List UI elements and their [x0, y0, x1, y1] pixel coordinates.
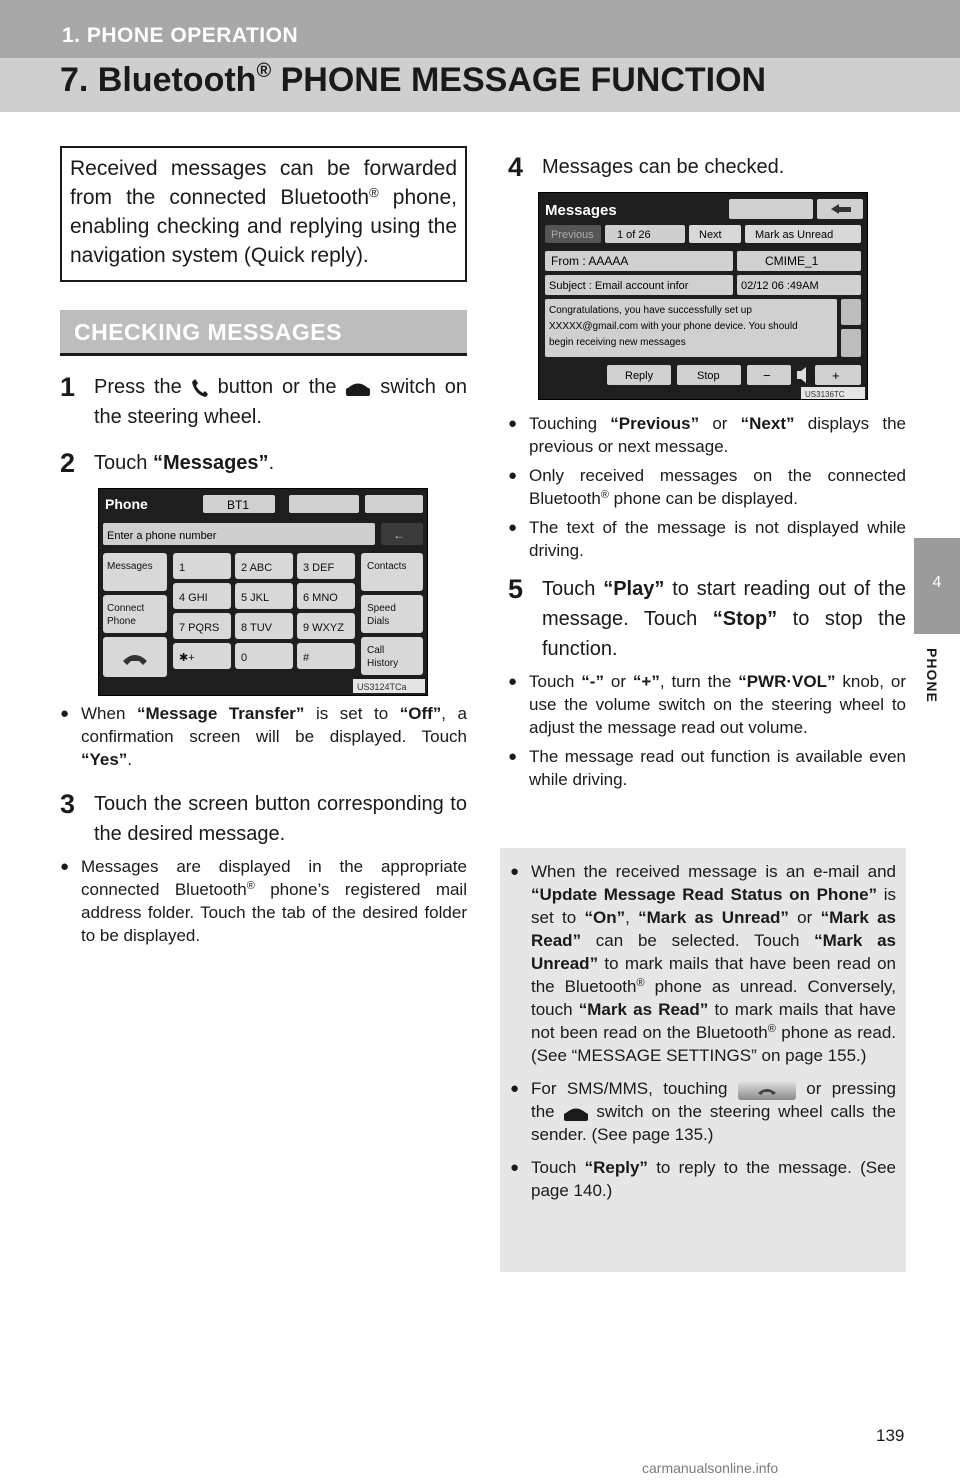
phone-left-button-label: Phone: [107, 616, 136, 627]
phone-right-button: [361, 553, 423, 591]
phone-number-placeholder: Enter a phone number: [107, 530, 217, 542]
step-5-notes: [508, 670, 906, 791]
step-1: 1 Press the button or the switch on the steering wheel.: [60, 372, 467, 428]
chapter-label: PHONE: [924, 648, 940, 703]
keypad-key-label: 6 MNO: [303, 592, 338, 604]
left-column: [60, 146, 467, 947]
messages-screen-title: Messages: [545, 202, 617, 219]
svg-text:+: +: [832, 368, 840, 383]
phone-left-button-label: Messages: [107, 561, 153, 572]
phone-left-button: [103, 553, 167, 591]
step-2-notes: [60, 702, 467, 771]
note-volume: ● Touch “-” or “+”, turn the “PWR·VOL” knob, or use the volume switch on the steering wheel to adjust the message read out volume.: [508, 672, 907, 737]
phone-left-button-label: Connect: [107, 603, 145, 614]
steering-phone-switch-icon: [563, 1104, 589, 1122]
message-body: Congratulations, you have successfully set up XXXXX@gmail.com with your phone device. You should begin receiving new messages: [549, 305, 798, 348]
phone-right-button: [361, 595, 423, 633]
keypad-key-label: 7 PQRS: [179, 622, 220, 634]
svg-text:Previous: Previous: [551, 229, 594, 241]
note-previous-next: ● Touching “Previous” or “Next” displays the previous or next message.: [508, 414, 907, 456]
phone-right-button-label: Dials: [367, 616, 390, 627]
chapter-number: 4: [932, 574, 942, 591]
step-4-notes: [508, 412, 906, 562]
messages-screen-image: [538, 192, 868, 400]
chapter-title: 1. PHONE OPERATION: [62, 24, 299, 47]
note-not-while-driving: ● The text of the message is not displayed while driving.: [508, 518, 906, 560]
keypad-key-label: 1: [179, 562, 186, 574]
footer-watermark: carmanualsonline.info: [642, 1460, 779, 1476]
phone-screen-title: Phone: [105, 496, 148, 512]
keypad-key-label: 0: [241, 652, 248, 664]
info-sms-call: ● For SMS/MMS, touching or pressing the switch on the steering wheel calls the sender. (See page 135.): [510, 1079, 896, 1144]
note-read-out-driving: ● The message read out function is available even while driving.: [508, 747, 906, 789]
phone-screen-device: BT1: [227, 498, 250, 512]
phone-right-button: [361, 637, 423, 675]
svg-text:Mark as Unread: Mark as Unread: [755, 229, 834, 241]
phone-screen-right-buttons: [361, 553, 423, 675]
note-folders: ● Messages are displayed in the appropriate connected Bluetooth® phone’s registered mail address folder. Touch the tab of the desired folder to be displayed.: [60, 857, 467, 945]
svg-text:02/12 06 :49AM: 02/12 06 :49AM: [741, 280, 819, 292]
svg-text:1 of 26: 1 of 26: [617, 229, 651, 241]
svg-text:From : AAAAA: From : AAAAA: [551, 254, 629, 268]
keypad-key-label: 9 WXYZ: [303, 622, 344, 634]
info-box: [500, 848, 906, 1272]
page-title: 7. Bluetooth® PHONE MESSAGE FUNCTION: [60, 60, 767, 99]
phone-right-button-label: Contacts: [367, 561, 407, 572]
svg-text:Stop: Stop: [697, 370, 720, 382]
phone-screen-drawing: [99, 489, 427, 695]
keypad-key-label: 8 TUV: [241, 622, 272, 634]
step-4: 4 Messages can be checked.: [508, 152, 785, 182]
svg-text:Next: Next: [699, 229, 722, 241]
svg-text:CMIME_1: CMIME_1: [765, 254, 819, 268]
keypad-key-label: 5 JKL: [241, 592, 270, 604]
right-column: [508, 146, 906, 791]
phone-screen-image: [98, 488, 428, 696]
keypad-key-label: 4 GHI: [179, 592, 208, 604]
phone-left-button: [103, 595, 167, 633]
messages-screen-code: US3136TC: [805, 390, 845, 399]
messages-screen-drawing: [539, 193, 867, 399]
step-5: 5 Touch “Play” to start reading out of the message. Touch “Stop” to stop the function.: [508, 574, 906, 660]
page-number: 139: [876, 1426, 905, 1445]
info-reply: ● Touch “Reply” to reply to the message. (See page 140.): [510, 1158, 896, 1200]
svg-text:Subject : Email account infor: Subject : Email account infor: [549, 280, 689, 292]
intro-box: Received messages can be forwarded from the connected Bluetooth® phone, enabling checking and replying using the navigation system (Quick reply).: [60, 146, 467, 282]
step-3: 3 Touch the screen button corresponding to the desired message.: [60, 789, 467, 845]
keypad-key-label: 3 DEF: [303, 562, 335, 574]
phone-call-icon: [191, 378, 209, 398]
call-back-button-icon: [738, 1080, 796, 1100]
svg-text:−: −: [763, 368, 771, 383]
phone-right-button-label: Speed: [367, 603, 396, 614]
phone-screen-code: US3124TCa: [357, 682, 407, 692]
phone-right-button-label: History: [367, 658, 399, 669]
keypad-key-label: 2 ABC: [241, 562, 273, 574]
step-3-notes: [60, 855, 467, 947]
section-heading: CHECKING MESSAGES: [60, 310, 467, 356]
step-2: 2 Touch “Messages”.: [60, 448, 275, 478]
phone-right-button-label: Call: [367, 645, 385, 656]
info-mark-read: ● When the received message is an e-mail and “Update Message Read Status on Phone” is set to “On”, “Mark as Unread” or “Mark as Read” can be selected. Touch “Mark as Unread” to mark mails that have been read on the Bluetooth® phone as unread. Conversely, touch “Mark as Read” to mark mails that have not been read on the Bluetooth® phone as read. (See “MESSAGE SETTINGS” on page 155.): [510, 862, 896, 1065]
svg-text:Reply: Reply: [625, 370, 654, 382]
svg-text:←: ←: [393, 528, 405, 542]
steering-phone-switch-icon: [345, 379, 371, 397]
note-message-transfer: ● When “Message Transfer” is set to “Off”, a confirmation screen will be displayed. Touch “Yes”.: [60, 704, 467, 769]
page-header: [0, 0, 960, 112]
keypad-key-label: #: [303, 652, 310, 664]
note-received-only: ● Only received messages on the connected Bluetooth® phone can be displayed.: [508, 466, 906, 508]
keypad-key-label: ✱+: [179, 652, 195, 664]
